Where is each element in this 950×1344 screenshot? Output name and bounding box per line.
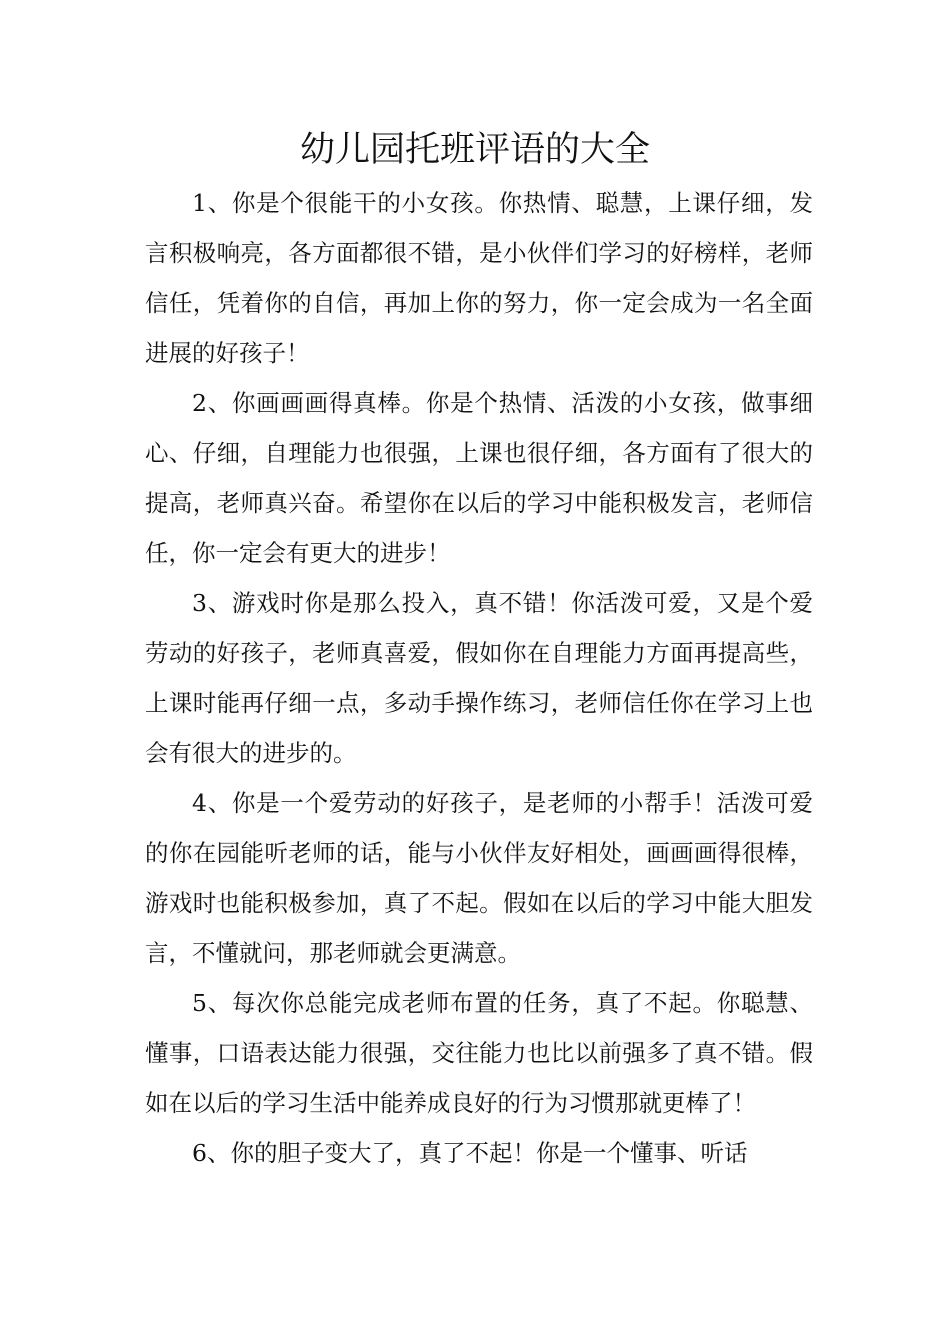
paragraph-1: 1、你是个很能干的小女孩。你热情、聪慧，上课仔细，发言积极响亮，各方面都很不错，是小伙伴们学习的好榜样，老师信任，凭着你的自信，再加上你的努力，你一定会成为一名全面进展的好孩子！ — [145, 189, 813, 367]
paragraph-6: 6、你的胆子变大了，真了不起！你是一个懂事、听话 — [192, 1139, 748, 1167]
paragraph-4: 4、你是一个爱劳动的好孩子，是老师的小帮手！活泼可爱的你在园能听老师的话，能与小伙伴友好相处，画画画得很棒，游戏时也能积极参加，真了不起。假如在以后的学习中能大胆发言，不懂就问，那老师就会更满意。 — [145, 789, 813, 967]
document-title: 幼儿园托班评语的大全 — [299, 130, 650, 170]
paragraph-5: 5、每次你总能完成老师布置的任务，真了不起。你聪慧、懂事，口语表达能力很强，交往能力也比以前强多了真不错。假如在以后的学习生活中能养成良好的行为习惯那就更棒了！ — [145, 989, 813, 1117]
paragraph-3: 3、游戏时你是那么投入，真不错！你活泼可爱，又是个爱劳动的好孩子，老师真喜爱，假如你在自理能力方面再提高些，上课时能再仔细一点，多动手操作练习，老师信任你在学习上也会有很大的进步的。 — [145, 589, 813, 767]
document-body — [145, 178, 813, 1178]
paragraph-2: 2、你画画画得真棒。你是个热情、活泼的小女孩，做事细心、仔细，自理能力也很强，上课也很仔细，各方面有了很大的提高，老师真兴奋。希望你在以后的学习中能积极发言，老师信任，你一定会有更大的进步！ — [145, 389, 813, 567]
